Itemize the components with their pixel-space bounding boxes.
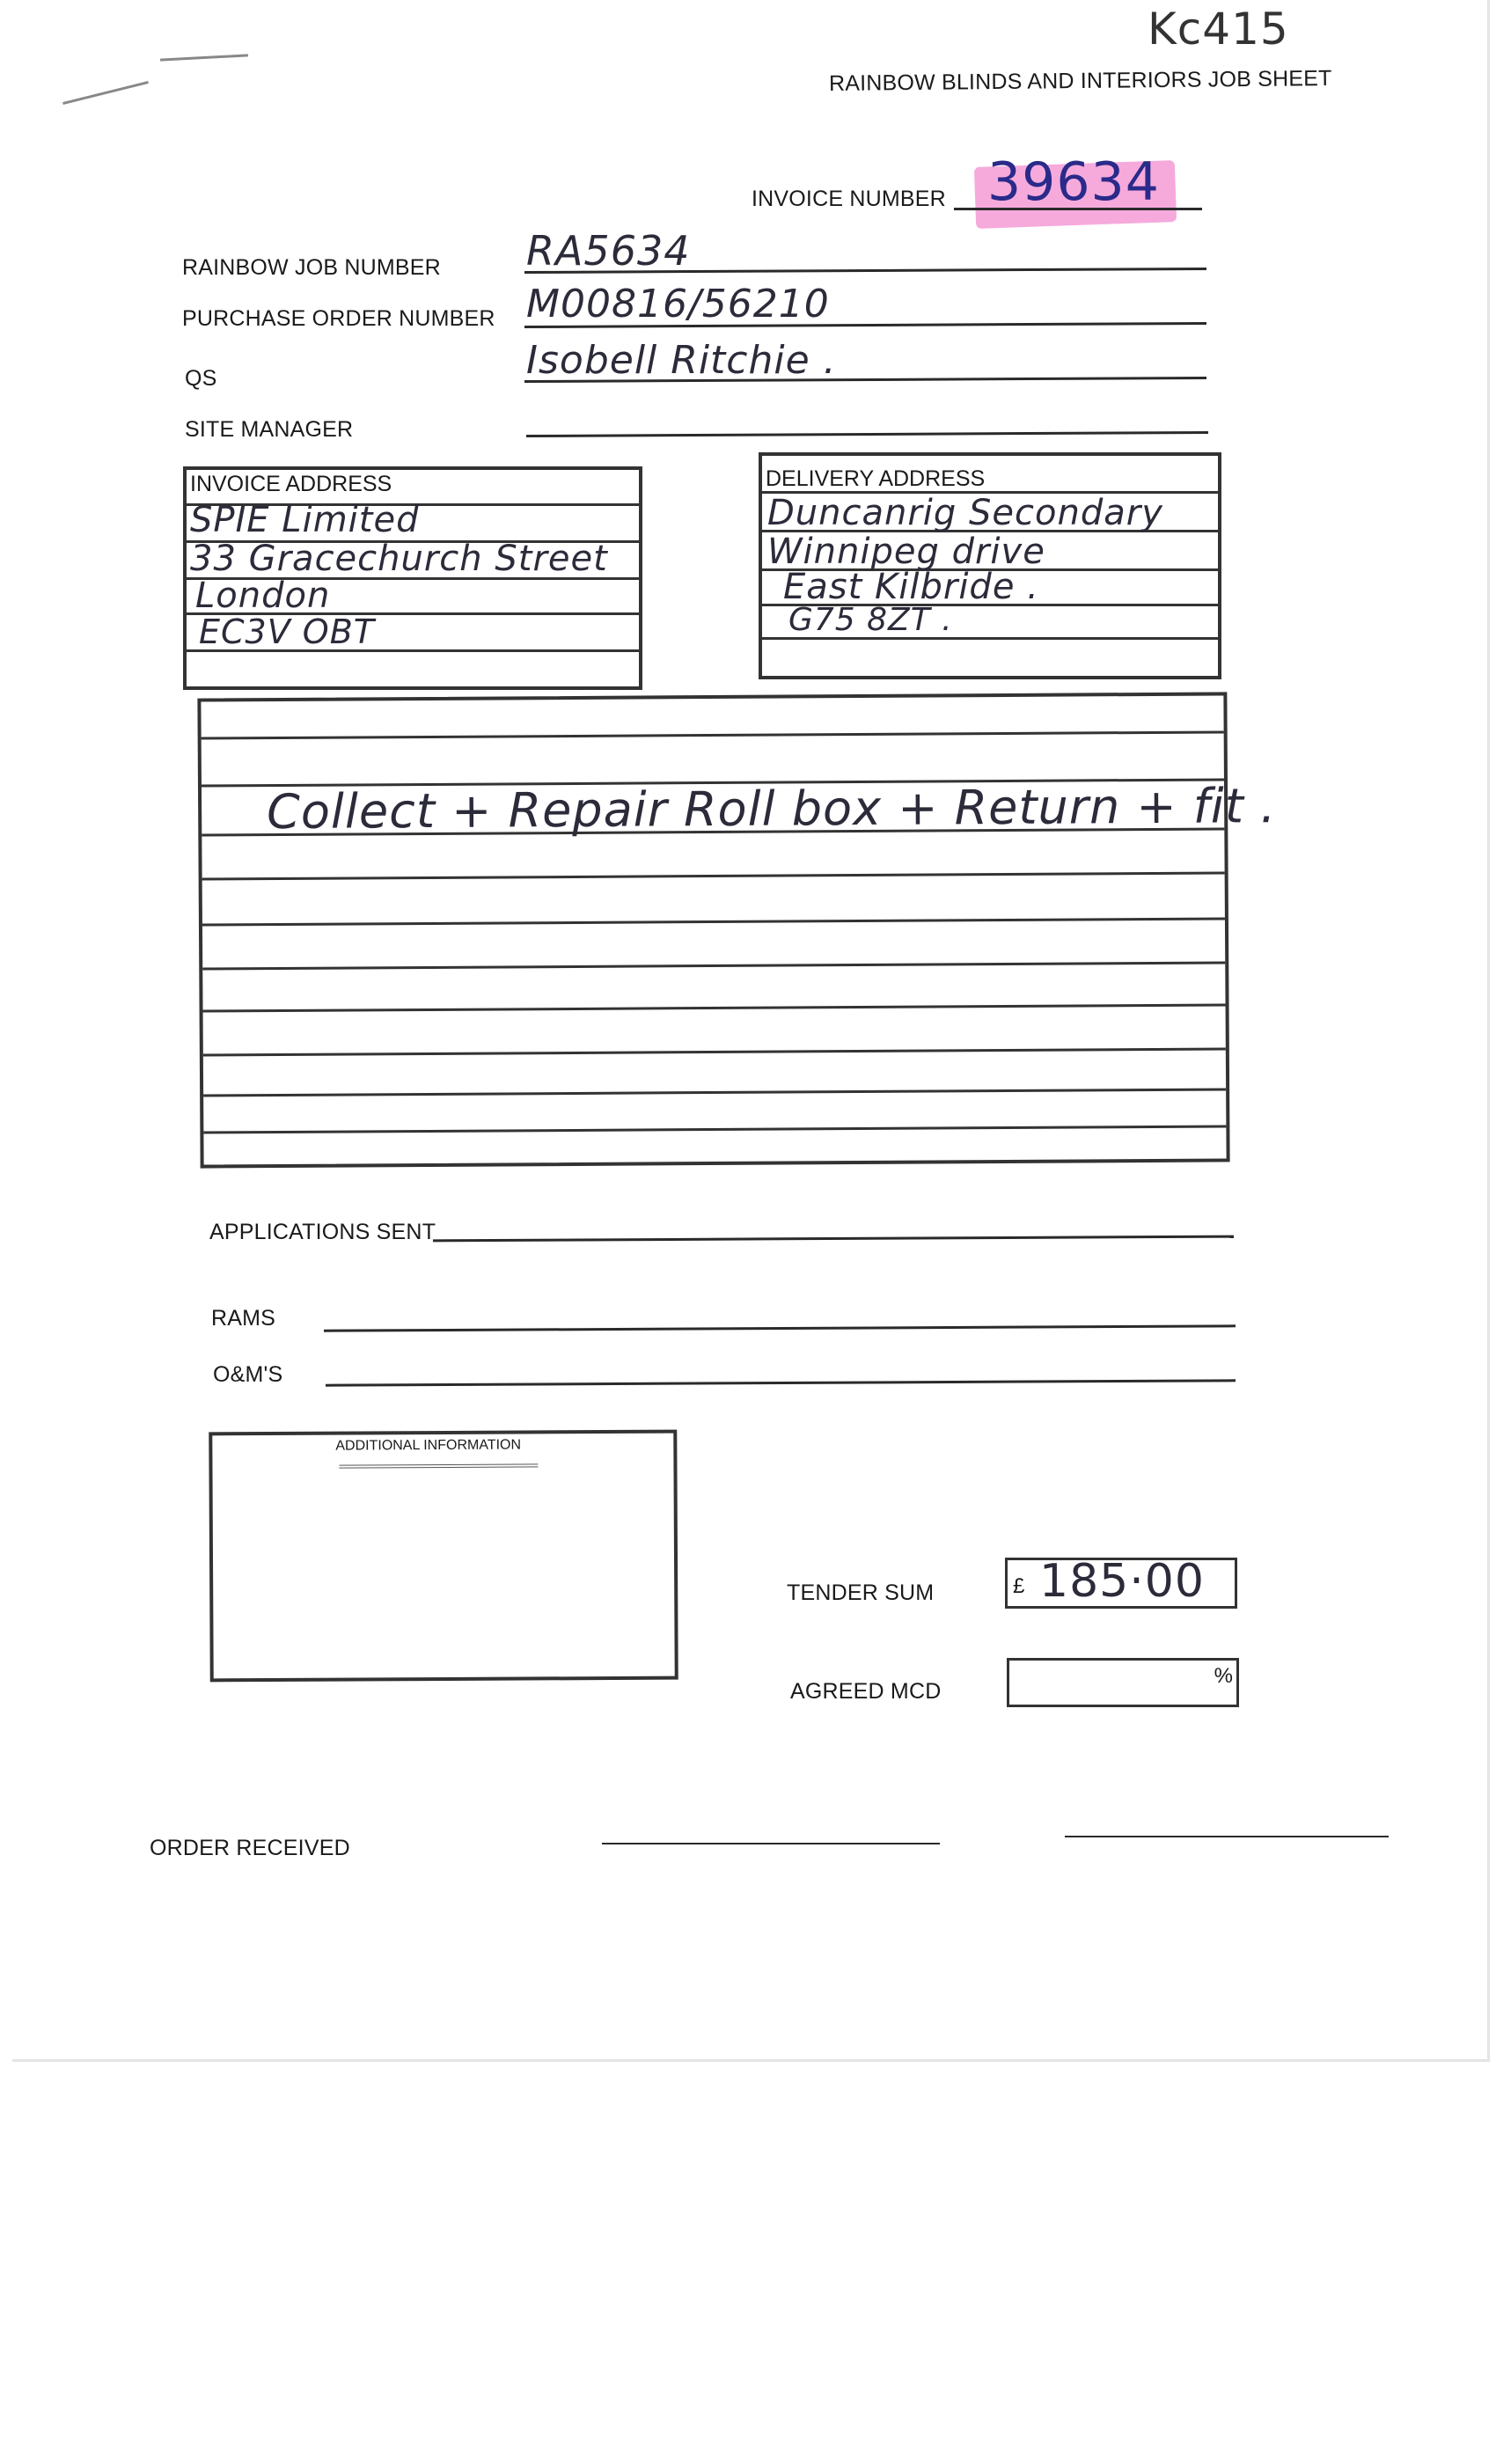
om-line (326, 1379, 1236, 1386)
delivery-address-line-4[interactable]: G75 8ZT . (788, 602, 953, 638)
job-description-text[interactable]: Collect + Repair Roll box + Return + fit . (266, 778, 1277, 840)
job-number-label: RAINBOW JOB NUMBER (182, 255, 441, 280)
applications-sent-label: APPLICATIONS SENT (209, 1220, 436, 1244)
job-sheet-page (12, 0, 1490, 2062)
po-number-label: PURCHASE ORDER NUMBER (182, 306, 495, 331)
description-rule-5 (202, 917, 1225, 926)
agreed-mcd-box[interactable] (1007, 1658, 1239, 1707)
corner-code: Kc415 (1148, 4, 1289, 55)
tender-sum-label: TENDER SUM (787, 1580, 935, 1605)
description-rule-7 (203, 1003, 1226, 1012)
order-received-line-1 (602, 1843, 940, 1844)
order-received-line-2 (1065, 1836, 1389, 1837)
qs-value[interactable]: Isobell Ritchie . (526, 338, 837, 383)
description-rule-6 (202, 961, 1225, 970)
job-number-value[interactable]: RA5634 (526, 227, 691, 275)
om-label: O&M'S (213, 1362, 283, 1387)
tender-sum-currency: £ (1013, 1574, 1025, 1598)
invoice-number-line (954, 208, 1202, 210)
invoice-address-line-4[interactable]: EC3V OBT (199, 612, 375, 651)
scan-mark-1 (62, 81, 149, 105)
order-received-label: ORDER RECEIVED (150, 1836, 350, 1860)
page-title: RAINBOW BLINDS AND INTERIORS JOB SHEET (828, 66, 1332, 96)
description-rule-4 (202, 871, 1225, 880)
rams-line (324, 1324, 1236, 1331)
site-manager-label: SITE MANAGER (185, 417, 354, 442)
tender-sum-box (1005, 1555, 1237, 1609)
delivery-address-line-2[interactable]: Winnipeg drive (767, 532, 1045, 572)
invoice-address-label: INVOICE ADDRESS (190, 472, 392, 496)
applications-sent-line (433, 1236, 1234, 1243)
po-number-value[interactable]: M00816/56210 (526, 282, 830, 326)
additional-info-box (209, 1430, 678, 1683)
tender-sum-value[interactable]: 185·00 (1039, 1555, 1205, 1608)
invoice-number-label: INVOICE NUMBER (752, 187, 946, 211)
agreed-mcd-label: AGREED MCD (790, 1679, 942, 1704)
invoice-address-line-1[interactable]: SPIE Limited (190, 500, 420, 540)
additional-info-label: ADDITIONAL INFORMATION (335, 1437, 522, 1454)
scan-mark-2 (160, 54, 248, 61)
additional-info-underline (339, 1463, 538, 1468)
job-description-box (197, 692, 1277, 1168)
delivery-address-line-3[interactable]: East Kilbride . (783, 567, 1039, 607)
invoice-address-line-3[interactable]: London (195, 576, 331, 616)
invoice-address-box (183, 466, 642, 690)
delivery-address-label: DELIVERY ADDRESS (766, 466, 986, 491)
qs-label: QS (185, 366, 217, 391)
delivery-address-box (759, 452, 1221, 679)
agreed-mcd-unit: % (1214, 1664, 1233, 1688)
description-rule-8 (203, 1047, 1226, 1056)
invoice-number-value[interactable]: 39634 (987, 151, 1160, 213)
site-manager-line (526, 431, 1208, 437)
invoice-address-line-2[interactable]: 33 Gracechurch Street (190, 539, 608, 579)
delivery-address-line-1[interactable]: Duncanrig Secondary (767, 493, 1163, 533)
description-rule-10 (203, 1125, 1226, 1133)
rams-label: RAMS (211, 1306, 276, 1331)
description-rule-9 (203, 1088, 1226, 1096)
description-rule-1 (202, 730, 1224, 739)
